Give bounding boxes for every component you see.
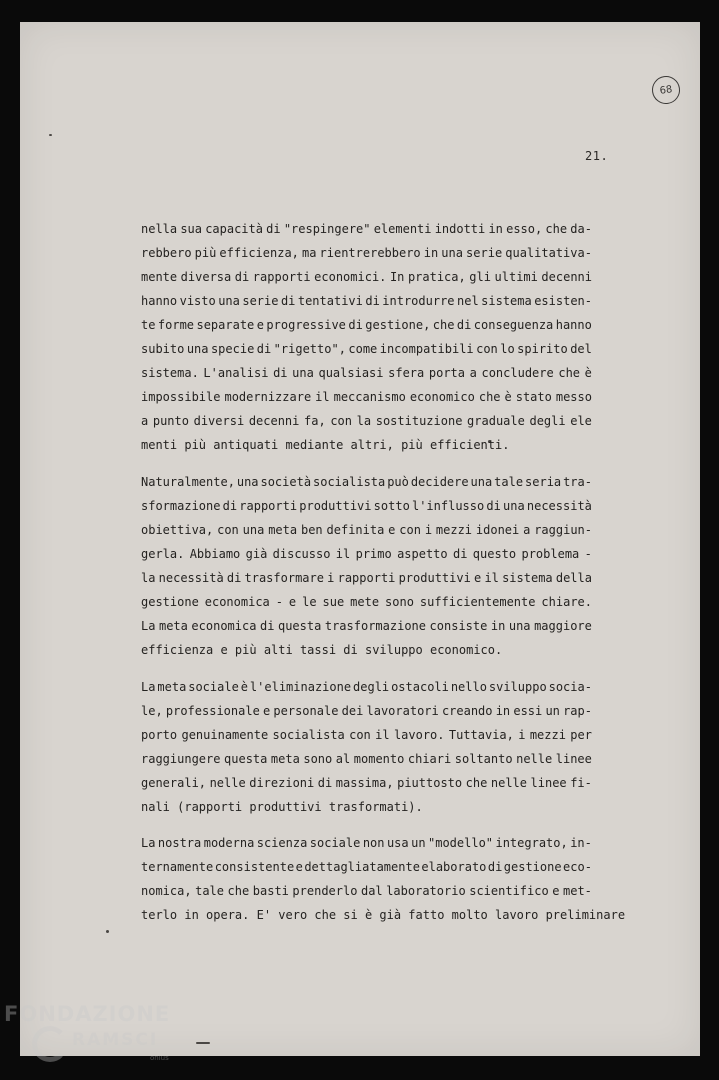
text-line: raggiungere questa meta sono al momento chiari soltanto nelle linee <box>141 752 592 766</box>
text-line: La meta sociale è l'eliminazione degli ostacoli nello sviluppo socia- <box>141 680 592 694</box>
paragraph-3 <box>141 675 592 819</box>
text-line: rebbero più efficienza, ma rientrerebbero in una serie qualitativa- <box>141 246 592 260</box>
paragraph-4 <box>141 831 626 927</box>
text-line: La meta economica di questa trasformazione consiste in una maggiore <box>141 619 592 633</box>
text-line: la necessità di trasformare i rapporti produttivi e il sistema della <box>141 571 592 585</box>
page-number: 21. <box>585 149 609 163</box>
text-line: nomica, tale che basti prenderlo dal laboratorio scientifico e met- <box>141 884 592 898</box>
watermark-line1: FONDAZIONE <box>4 1002 171 1026</box>
paragraph-1 <box>141 217 592 457</box>
text-line: terlo in opera. E' vero che si è già fatto molto lavoro preliminare <box>141 908 626 922</box>
text-line: menti più antiquati mediante altri, più efficienti. <box>141 438 510 452</box>
margin-mark <box>49 134 52 136</box>
text-line: gestione economica - e le sue mete sono sufficientemente chiare. <box>141 595 592 609</box>
text-line: impossibile modernizzare il meccanismo economico che è stato messo <box>141 390 592 404</box>
margin-mark <box>106 930 109 933</box>
text-line: subito una specie di "rigetto", come incompatibili con lo spirito del <box>141 342 592 356</box>
watermark-onlus: onlus <box>150 1054 169 1062</box>
watermark-line2: RAMSCI <box>72 1030 159 1050</box>
stamp-number: 68 <box>658 83 674 97</box>
paragraph-2 <box>141 470 592 662</box>
archive-stamp <box>650 74 682 106</box>
text-line: efficienza e più alti tassi di sviluppo economico. <box>141 643 503 657</box>
text-line: te forme separate e progressive di gestione, che di conseguenza hanno <box>141 318 592 332</box>
text-line: generali, nelle direzioni di massima, piuttosto che nelle linee fi- <box>141 776 592 790</box>
text-line: ternamente consistente e dettagliatamente elaborato di gestione eco- <box>141 860 592 874</box>
gramsci-g-logo-icon <box>32 1026 68 1062</box>
text-line: porto genuinamente socialista con il lavoro. Tuttavia, i mezzi per <box>141 728 592 742</box>
text-line: La nostra moderna scienza sociale non usa un "modello" integrato, in- <box>141 836 592 850</box>
text-line: nali (rapporti produttivi trasformati). <box>141 800 423 814</box>
text-line: sformazione di rapporti produttivi sotto l'influsso di una necessità <box>141 499 592 513</box>
fondazione-gramsci-watermark <box>4 1000 204 1080</box>
text-line: gerla. Abbiamo già discusso il primo aspetto di questo problema - <box>141 547 592 561</box>
text-line: le, professionale e personale dei lavoratori creando in essi un rap- <box>141 704 592 718</box>
text-line: nella sua capacità di "respingere" elementi indotti in esso, che da- <box>141 222 592 236</box>
text-line: obiettiva, con una meta ben definita e con i mezzi idonei a raggiun- <box>141 523 592 537</box>
text-line: hanno visto una serie di tentativi di introdurre nel sistema esisten- <box>141 294 592 308</box>
text-line: mente diversa di rapporti economici. In pratica, gli ultimi decenni <box>141 270 592 284</box>
document-page <box>20 22 700 1056</box>
text-line: Naturalmente, una società socialista può decidere una tale seria tra- <box>141 475 592 489</box>
text-line: a punto diversi decenni fa, con la sostituzione graduale degli ele <box>141 414 592 428</box>
text-line: sistema. L'analisi di una qualsiasi sfera porta a concludere che è <box>141 366 592 380</box>
